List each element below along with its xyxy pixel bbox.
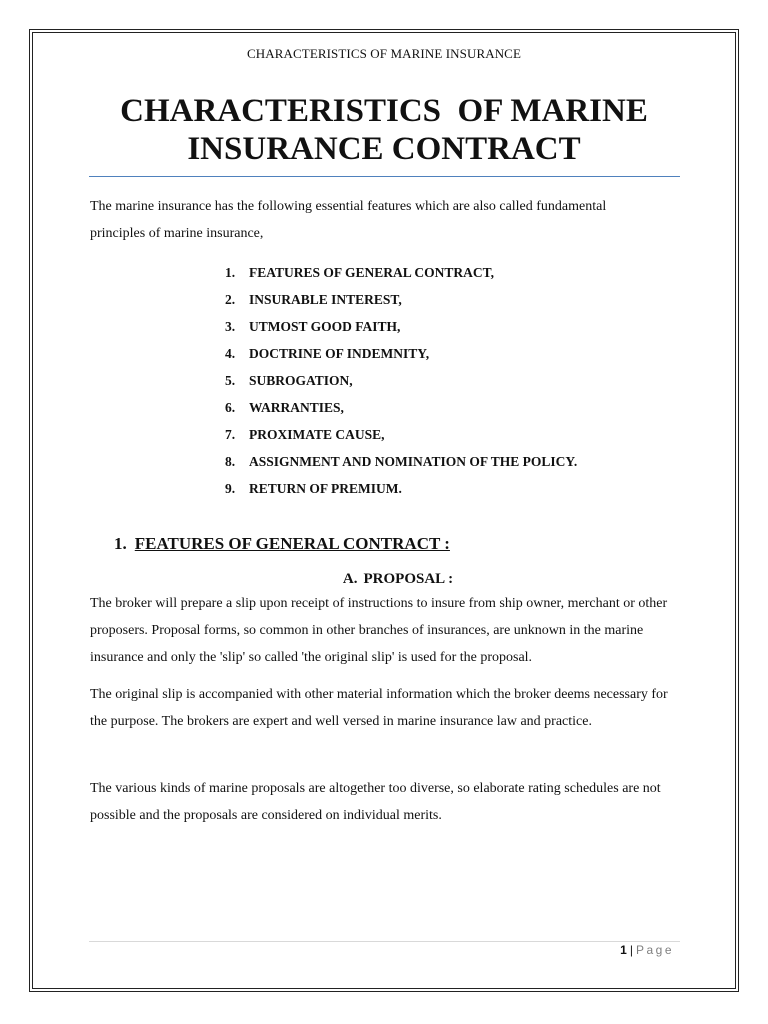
subsection-title: PROPOSAL : — [363, 571, 454, 587]
body-paragraph: The original slip is accompanied with other material information which the broker deems necessary for the purpose. The brokers are expert and well versed in marine insurance law and practice. — [90, 687, 668, 729]
list-item: 8. ASSIGNMENT AND NOMINATION OF THE POLICY. — [225, 454, 578, 469]
list-item: 3. UTMOST GOOD FAITH, — [225, 319, 401, 334]
running-header: CHARACTERISTICS OF MARINE INSURANCE — [247, 46, 521, 61]
body-paragraph: The broker will prepare a slip upon receipt of instructions to insure from ship owner, merchant or other proposers. Proposal forms, so common in other branches of insurances, are unknown in the marine insurance and only the 'slip' so called 'the original slip' is used for the proposal. — [90, 596, 668, 665]
list-item: 7. PROXIMATE CAUSE, — [225, 427, 385, 442]
page-label: Page — [635, 943, 674, 957]
page-number: 1 — [620, 943, 627, 957]
features-list — [225, 259, 577, 502]
document-title — [0, 92, 768, 168]
footer-rule — [89, 941, 680, 942]
list-item: 9. RETURN OF PREMIUM. — [225, 481, 402, 496]
intro-line-2: principles of marine insurance, — [90, 226, 264, 241]
section-heading — [114, 534, 450, 554]
list-item: 5. SUBROGATION, — [225, 373, 353, 388]
list-item: 1. FEATURES OF GENERAL CONTRACT, — [225, 265, 495, 280]
body-paragraph: The various kinds of marine proposals are altogether too diverse, so elaborate rating schedules are not possible and the proposals are considered on individual merits. — [90, 781, 661, 823]
title-underline-rule — [89, 176, 680, 177]
list-item: 6. WARRANTIES, — [225, 400, 344, 415]
section-title: FEATURES OF GENERAL CONTRACT : — [134, 534, 450, 553]
section-number: 1. — [114, 534, 127, 553]
subsection-heading — [0, 571, 768, 588]
subsection-letter: A. — [342, 571, 358, 587]
intro-line-1: The marine insurance has the following essential features which are also called fundamental — [90, 199, 607, 214]
list-item: 2. INSURABLE INTEREST, — [225, 292, 402, 307]
list-item: 4. DOCTRINE OF INDEMNITY, — [225, 346, 430, 361]
page-footer — [620, 943, 674, 957]
intro-paragraph — [90, 193, 690, 247]
title-line-2: INSURANCE CONTRACT — [187, 131, 581, 167]
footer-separator: | — [629, 943, 633, 957]
title-line-1: CHARACTERISTICS OF MARINE — [120, 93, 648, 129]
